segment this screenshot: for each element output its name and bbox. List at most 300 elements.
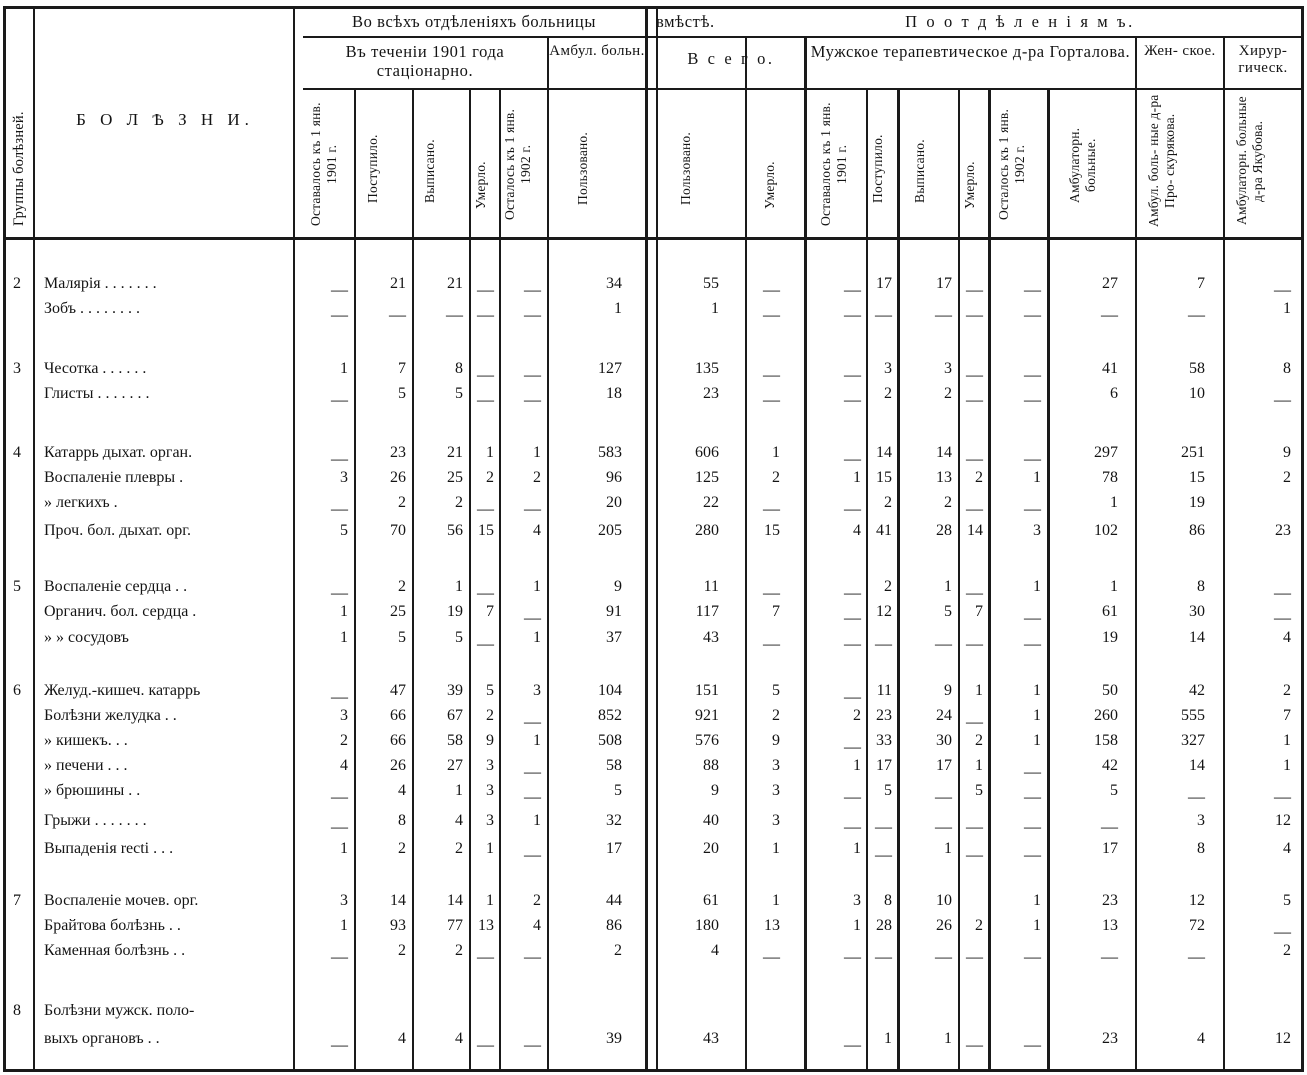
cell-value: 42: [1102, 757, 1118, 774]
cell-empty-dash: —: [763, 583, 780, 602]
disease-name: » печени . . .: [44, 757, 128, 774]
group-female-label: Жен- ское.: [1144, 43, 1216, 59]
cell-value: 3: [884, 360, 892, 377]
cell-value: 2: [1283, 469, 1291, 486]
cell-value: 23: [1275, 522, 1291, 539]
cell-value: 93: [390, 917, 406, 934]
cell-value: 4: [398, 782, 406, 799]
cell-value: 27: [1102, 275, 1118, 292]
cell-value: 56: [447, 522, 463, 539]
cell-value: 47: [390, 682, 406, 699]
cell-value: 4: [1283, 840, 1291, 857]
cell-value: 15: [1189, 469, 1205, 486]
cell-value: 26: [936, 917, 952, 934]
cell-value: 20: [606, 494, 622, 511]
col-header-c3: Выписано.: [422, 139, 437, 203]
cell-value: 86: [606, 917, 622, 934]
rule-c8: [804, 36, 807, 1069]
group-ambulatory-label: Амбул. больн.: [549, 43, 645, 59]
cell-empty-dash: —: [1024, 365, 1041, 384]
rule-c6-right: [656, 6, 658, 1069]
cell-value: 9: [711, 782, 719, 799]
cell-value: 4: [1197, 1030, 1205, 1047]
cell-value: 3: [944, 360, 952, 377]
cell-empty-dash: —: [966, 365, 983, 384]
cell-value: 7: [1197, 275, 1205, 292]
cell-empty-dash: —: [966, 1035, 983, 1054]
cell-value: 2: [614, 942, 622, 959]
cell-value: 180: [695, 917, 719, 934]
disease-name: » » сосудовъ: [44, 629, 129, 646]
cell-value: 1: [1110, 578, 1118, 595]
col-header-c12: Умерло.: [962, 161, 977, 209]
cell-value: 17: [936, 275, 952, 292]
cell-value: 1: [486, 892, 494, 909]
cell-empty-dash: —: [875, 817, 892, 836]
cell-value: 20: [703, 840, 719, 857]
cell-empty-dash: —: [763, 499, 780, 518]
cell-value: 13: [764, 917, 780, 934]
disease-name: Болѣзни мужск. поло-: [44, 1002, 195, 1019]
disease-name: выхъ органовъ . .: [44, 1030, 160, 1047]
cell-value: 1: [533, 444, 541, 461]
cell-value: 9: [1283, 444, 1291, 461]
cell-empty-dash: —: [966, 449, 983, 468]
cell-value: 1: [1033, 682, 1041, 699]
cell-value: 28: [876, 917, 892, 934]
cell-value: 23: [876, 707, 892, 724]
cell-empty-dash: —: [331, 449, 348, 468]
cell-value: 1: [533, 812, 541, 829]
cell-empty-dash: —: [524, 762, 541, 781]
cell-value: 7: [486, 603, 494, 620]
cell-empty-dash: —: [446, 305, 463, 324]
cell-empty-dash: —: [1101, 305, 1118, 324]
cell-value: 18: [606, 385, 622, 402]
cell-value: 3: [340, 892, 348, 909]
cell-value: 7: [398, 360, 406, 377]
cell-value: 1: [533, 629, 541, 646]
cell-value: 7: [772, 603, 780, 620]
cell-empty-dash: —: [844, 737, 861, 756]
cell-empty-dash: —: [524, 608, 541, 627]
cell-empty-dash: —: [524, 390, 541, 409]
cell-value: 2: [455, 942, 463, 959]
cell-value: 25: [447, 469, 463, 486]
cell-value: 40: [703, 812, 719, 829]
cell-empty-dash: —: [1188, 787, 1205, 806]
cell-value: 555: [1181, 707, 1205, 724]
cell-empty-dash: —: [966, 305, 983, 324]
cell-value: 1: [853, 469, 861, 486]
rule-c13: [1047, 88, 1050, 1069]
cell-value: 14: [390, 892, 406, 909]
cell-value: 2: [340, 732, 348, 749]
cell-value: 8: [884, 892, 892, 909]
cell-value: 2: [944, 385, 952, 402]
cell-value: 58: [606, 757, 622, 774]
col-header-c13: Осталось къ 1 янв. 1902 г.: [996, 108, 1027, 220]
rule-col-group: [33, 6, 35, 1069]
cell-value: 3: [340, 707, 348, 724]
cell-value: 72: [1189, 917, 1205, 934]
cell-empty-dash: —: [524, 280, 541, 299]
cell-value: 4: [533, 522, 541, 539]
cell-value: 3: [340, 469, 348, 486]
rule-c7: [745, 36, 747, 1069]
cell-empty-dash: —: [1024, 845, 1041, 864]
cell-value: 61: [1102, 603, 1118, 620]
cell-value: 43: [703, 1030, 719, 1047]
cell-value: 5: [486, 682, 494, 699]
cell-empty-dash: —: [331, 1035, 348, 1054]
cell-value: 2: [853, 707, 861, 724]
cell-value: 27: [447, 757, 463, 774]
cell-value: 14: [447, 892, 463, 909]
cell-value: 1: [533, 578, 541, 595]
cell-value: 2: [398, 840, 406, 857]
cell-value: 5: [398, 629, 406, 646]
cell-value: 3: [486, 812, 494, 829]
cell-value: 61: [703, 892, 719, 909]
cell-value: 86: [1189, 522, 1205, 539]
group-male-therapeutic-label: Мужское терапевтическое д-ра Горталова.: [810, 42, 1131, 61]
group-surgical: [1225, 43, 1301, 78]
cell-value: 4: [1283, 629, 1291, 646]
cell-empty-dash: —: [844, 634, 861, 653]
cell-empty-dash: —: [875, 634, 892, 653]
disease-name: Болѣзни желудка . .: [44, 707, 177, 724]
cell-empty-dash: —: [331, 947, 348, 966]
cell-value: 9: [486, 732, 494, 749]
cell-empty-dash: —: [331, 583, 348, 602]
cell-value: 2: [486, 469, 494, 486]
cell-value: 17: [936, 757, 952, 774]
col-header-c11: Выписано.: [912, 139, 927, 203]
cell-value: 78: [1102, 469, 1118, 486]
cell-empty-dash: —: [844, 449, 861, 468]
cell-empty-dash: —: [477, 1035, 494, 1054]
cell-value: 21: [447, 444, 463, 461]
cell-empty-dash: —: [524, 712, 541, 731]
cell-value: 2: [455, 494, 463, 511]
cell-value: 30: [936, 732, 952, 749]
cell-value: 1: [340, 603, 348, 620]
cell-empty-dash: —: [966, 280, 983, 299]
cell-empty-dash: —: [935, 947, 952, 966]
cell-empty-dash: —: [844, 817, 861, 836]
cell-empty-dash: —: [844, 365, 861, 384]
cell-empty-dash: —: [935, 634, 952, 653]
cell-empty-dash: —: [1024, 1035, 1041, 1054]
disease-name: Органич. бол. сердца .: [44, 603, 197, 620]
cell-value: 1: [1033, 892, 1041, 909]
cell-value: 26: [390, 757, 406, 774]
cell-value: 576: [695, 732, 719, 749]
cell-value: 39: [606, 1030, 622, 1047]
group-number: 7: [13, 892, 21, 909]
disease-name: » кишекъ. . .: [44, 732, 128, 749]
cell-value: 4: [340, 757, 348, 774]
cell-value: 2: [772, 469, 780, 486]
cell-empty-dash: —: [1024, 947, 1041, 966]
cell-value: 5: [772, 682, 780, 699]
disease-name: Чесотка . . . . . .: [44, 360, 147, 377]
cell-value: 1: [1283, 300, 1291, 317]
cell-empty-dash: —: [935, 305, 952, 324]
cell-empty-dash: —: [524, 1035, 541, 1054]
cell-empty-dash: —: [1024, 390, 1041, 409]
cell-value: 66: [390, 707, 406, 724]
cell-value: 125: [695, 469, 719, 486]
cell-empty-dash: —: [477, 305, 494, 324]
group-total: [658, 50, 804, 69]
cell-value: 12: [1275, 812, 1291, 829]
cell-value: 2: [1283, 682, 1291, 699]
cell-value: 1: [772, 892, 780, 909]
cell-empty-dash: —: [524, 845, 541, 864]
cell-value: 1: [533, 732, 541, 749]
cell-empty-dash: —: [1024, 449, 1041, 468]
cell-value: 5: [1283, 892, 1291, 909]
cell-value: 1: [853, 757, 861, 774]
cell-value: 2: [455, 840, 463, 857]
cell-empty-dash: —: [1024, 280, 1041, 299]
cell-empty-dash: —: [524, 947, 541, 966]
cell-value: 127: [598, 360, 622, 377]
cell-value: 96: [606, 469, 622, 486]
cell-value: 15: [478, 522, 494, 539]
cell-value: 32: [606, 812, 622, 829]
cell-value: 17: [876, 757, 892, 774]
cell-empty-dash: —: [1101, 817, 1118, 836]
cell-value: 4: [711, 942, 719, 959]
group-number: 3: [13, 360, 21, 377]
cell-value: 34: [606, 275, 622, 292]
cell-value: 1: [975, 682, 983, 699]
rule-half-split: [645, 6, 648, 1069]
disease-name: » легкихъ .: [44, 494, 118, 511]
cell-value: 1: [1033, 917, 1041, 934]
cell-empty-dash: —: [966, 947, 983, 966]
cell-value: 67: [447, 707, 463, 724]
col-header-c14: Амбулаторн. больные.: [1067, 127, 1098, 203]
cell-value: 2: [975, 917, 983, 934]
cell-value: 7: [1283, 707, 1291, 724]
disease-name: Желуд.-кишеч. катаррь: [44, 682, 201, 699]
cell-empty-dash: —: [844, 305, 861, 324]
cell-empty-dash: —: [844, 280, 861, 299]
cell-value: 8: [398, 812, 406, 829]
cell-empty-dash: —: [1274, 787, 1291, 806]
cell-value: 260: [1094, 707, 1118, 724]
disease-name: Зобъ . . . . . . . .: [44, 300, 141, 317]
group-number: 5: [13, 578, 21, 595]
disease-name: Малярія . . . . . . .: [44, 275, 157, 292]
cell-empty-dash: —: [477, 634, 494, 653]
disease-name: Каменная болѣзнь . .: [44, 942, 186, 959]
cell-empty-dash: —: [844, 608, 861, 627]
cell-value: 70: [390, 522, 406, 539]
cell-value: 104: [598, 682, 622, 699]
group-ambulatory: [549, 43, 645, 60]
cell-value: 5: [614, 782, 622, 799]
cell-empty-dash: —: [1024, 762, 1041, 781]
cell-value: 1: [772, 444, 780, 461]
cell-value: 44: [606, 892, 622, 909]
rule-c5: [547, 36, 549, 1069]
cell-value: 852: [598, 707, 622, 724]
disease-name: Воспаленіе плевры .: [44, 469, 184, 486]
cell-empty-dash: —: [844, 499, 861, 518]
cell-value: 13: [478, 917, 494, 934]
cell-value: 1: [1033, 732, 1041, 749]
group-female: [1137, 43, 1223, 60]
cell-value: 1: [1283, 757, 1291, 774]
cell-value: 2: [398, 942, 406, 959]
cell-value: 2: [398, 578, 406, 595]
cell-value: 280: [695, 522, 719, 539]
cell-value: 3: [1197, 812, 1205, 829]
rule-header-bottom: [3, 237, 1304, 240]
cell-value: 1: [944, 1030, 952, 1047]
cell-empty-dash: —: [966, 583, 983, 602]
cell-value: 23: [703, 385, 719, 402]
rule-bottom: [3, 1069, 1304, 1072]
cell-value: 30: [1189, 603, 1205, 620]
cell-empty-dash: —: [966, 634, 983, 653]
cell-value: 2: [533, 892, 541, 909]
cell-value: 14: [936, 444, 952, 461]
cell-value: 13: [1102, 917, 1118, 934]
disease-name: Грыжи . . . . . . .: [44, 812, 147, 829]
cell-empty-dash: —: [875, 845, 892, 864]
cell-empty-dash: —: [966, 712, 983, 731]
group-total-label: В с е г о.: [687, 49, 775, 68]
disease-name: Выпаденія recti . . .: [44, 840, 174, 857]
cell-empty-dash: —: [1024, 608, 1041, 627]
col-header-c8: Умерло.: [762, 161, 777, 209]
cell-value: 1: [853, 840, 861, 857]
cell-empty-dash: —: [331, 280, 348, 299]
cell-value: 1: [340, 840, 348, 857]
cell-empty-dash: —: [1188, 305, 1205, 324]
cell-value: 5: [455, 385, 463, 402]
cell-value: 297: [1094, 444, 1118, 461]
cell-value: 2: [944, 494, 952, 511]
cell-empty-dash: —: [966, 390, 983, 409]
cell-value: 135: [695, 360, 719, 377]
cell-value: 5: [340, 522, 348, 539]
col-header-c15: Амбул. боль- ные д-ра Про- скурякова.: [1146, 94, 1177, 228]
cell-empty-dash: —: [763, 280, 780, 299]
cell-value: 14: [1189, 757, 1205, 774]
cell-value: 3: [772, 757, 780, 774]
cell-value: 13: [936, 469, 952, 486]
cell-value: 583: [598, 444, 622, 461]
cell-value: 23: [1102, 1030, 1118, 1047]
cell-value: 102: [1094, 522, 1118, 539]
cell-value: 17: [606, 840, 622, 857]
group-inpatient-1901: [303, 43, 547, 81]
cell-value: 4: [533, 917, 541, 934]
rule-right-outer: [1301, 6, 1304, 1071]
cell-empty-dash: —: [935, 817, 952, 836]
cell-value: 251: [1181, 444, 1205, 461]
cell-empty-dash: —: [875, 305, 892, 324]
cell-empty-dash: —: [966, 817, 983, 836]
cell-empty-dash: —: [389, 305, 406, 324]
cell-value: 1: [944, 578, 952, 595]
cell-empty-dash: —: [477, 583, 494, 602]
cell-value: 41: [1102, 360, 1118, 377]
cell-empty-dash: —: [1101, 947, 1118, 966]
col-header-c16: Амбулаторн. больные д-ра Якубова.: [1234, 96, 1265, 226]
rule-left-outer: [3, 6, 6, 1071]
cell-value: 5: [398, 385, 406, 402]
cell-empty-dash: —: [844, 390, 861, 409]
cell-value: 15: [764, 522, 780, 539]
cell-value: 11: [876, 682, 892, 699]
cell-empty-dash: —: [524, 305, 541, 324]
cell-value: 2: [533, 469, 541, 486]
group-surgical-label: Хирур- гическ.: [1238, 43, 1288, 77]
cell-value: 21: [447, 275, 463, 292]
cell-value: 1: [1033, 578, 1041, 595]
cell-empty-dash: —: [1024, 499, 1041, 518]
cell-empty-dash: —: [763, 634, 780, 653]
cell-value: 8: [1283, 360, 1291, 377]
col-header-c9: Оставалось къ 1 янв. 1901 г.: [818, 102, 849, 226]
band-all-departments: Во всѣхъ отдѣленіяхъ больницы: [351, 12, 597, 31]
cell-value: 4: [398, 1030, 406, 1047]
cell-value: 66: [390, 732, 406, 749]
cell-value: 17: [876, 275, 892, 292]
cell-value: 2: [398, 494, 406, 511]
cell-value: 1: [340, 917, 348, 934]
cell-value: 55: [703, 275, 719, 292]
cell-empty-dash: —: [844, 787, 861, 806]
cell-value: 2: [1283, 942, 1291, 959]
cell-value: 9: [944, 682, 952, 699]
cell-value: 2: [975, 469, 983, 486]
cell-value: 4: [455, 1030, 463, 1047]
cell-value: 39: [447, 682, 463, 699]
cell-value: 5: [884, 782, 892, 799]
cell-value: 1: [772, 840, 780, 857]
cell-empty-dash: —: [763, 365, 780, 384]
band-together: вмѣстѣ.: [656, 12, 715, 31]
cell-value: 15: [876, 469, 892, 486]
cell-value: 3: [853, 892, 861, 909]
col-header-c4: Умерло.: [473, 161, 488, 209]
cell-value: 2: [884, 385, 892, 402]
cell-value: 2: [884, 578, 892, 595]
cell-value: 88: [703, 757, 719, 774]
cell-value: 7: [975, 603, 983, 620]
col-header-c10: Поступило.: [870, 134, 885, 204]
cell-empty-dash: —: [477, 499, 494, 518]
cell-value: 1: [455, 782, 463, 799]
cell-empty-dash: —: [966, 845, 983, 864]
cell-value: 3: [486, 757, 494, 774]
cell-value: 10: [936, 892, 952, 909]
cell-value: 2: [884, 494, 892, 511]
cell-value: 26: [390, 469, 406, 486]
cell-value: 33: [876, 732, 892, 749]
cell-value: 1: [884, 1030, 892, 1047]
cell-value: 4: [455, 812, 463, 829]
